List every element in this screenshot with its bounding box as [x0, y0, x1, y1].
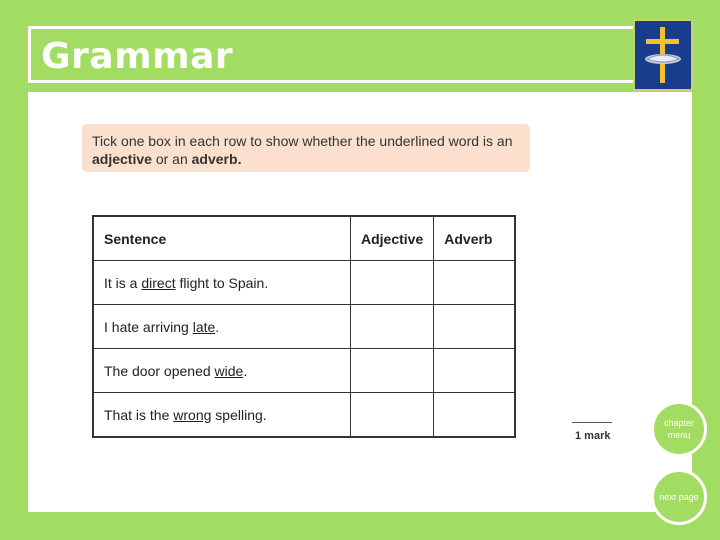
sentence-text: That is the: [104, 406, 174, 423]
page-title: Grammar: [41, 36, 234, 77]
mark-label: 1 mark: [575, 430, 611, 442]
underlined-word: wide: [214, 362, 244, 379]
sentence-text: The door opened: [104, 362, 215, 379]
sentence-text: It is a: [104, 274, 142, 291]
instruction-end: .: [237, 151, 242, 167]
underlined-word: direct: [141, 274, 176, 291]
underlined-word: late: [192, 318, 216, 335]
table-header-row: [93, 216, 515, 261]
sentence-text: .: [243, 362, 248, 379]
adjective-tick-box[interactable]: [351, 305, 434, 349]
sentence-text: spelling.: [211, 406, 267, 423]
next-page-label: next page: [659, 492, 699, 502]
chapter-menu-label: chapter menu: [663, 418, 695, 440]
sentence-cell: [93, 393, 351, 438]
adverb-tick-box[interactable]: [434, 261, 516, 305]
instruction-or: or an: [155, 151, 188, 167]
sentence-cell: [93, 349, 351, 393]
title-bar: [28, 26, 664, 83]
sentence-text: flight to Spain.: [175, 274, 269, 291]
instruction-line1: Tick one box in each row to show whether the underlined word is an: [92, 133, 513, 149]
cross-logo-icon: [633, 19, 693, 91]
instruction-box: [82, 124, 530, 172]
grammar-table: [92, 215, 516, 438]
next-page-button[interactable]: [651, 469, 707, 525]
mark-divider: [572, 422, 612, 423]
adverb-tick-box[interactable]: [434, 305, 516, 349]
adverb-tick-box[interactable]: [434, 349, 516, 393]
adverb-tick-box[interactable]: [434, 393, 516, 438]
header-adverb: Adverb: [434, 216, 516, 261]
adjective-tick-box[interactable]: [351, 393, 434, 438]
header-adjective: Adjective: [351, 216, 434, 261]
table-row: [93, 261, 515, 305]
sentence-text: .: [215, 318, 220, 335]
table-row: [93, 349, 515, 393]
sentence-cell: [93, 261, 351, 305]
header-sentence: Sentence: [93, 216, 351, 261]
sentence-text: I hate arriving: [104, 318, 193, 335]
chapter-menu-button[interactable]: [651, 401, 707, 457]
adjective-tick-box[interactable]: [351, 261, 434, 305]
table-row: [93, 305, 515, 349]
question-slide: [28, 92, 692, 512]
table-row: [93, 393, 515, 438]
instruction-word-adverb: adverb: [191, 151, 238, 167]
sentence-cell: [93, 305, 351, 349]
adjective-tick-box[interactable]: [351, 349, 434, 393]
underlined-word: wrong: [173, 406, 212, 423]
instruction-word-adjective: adjective: [92, 151, 152, 167]
